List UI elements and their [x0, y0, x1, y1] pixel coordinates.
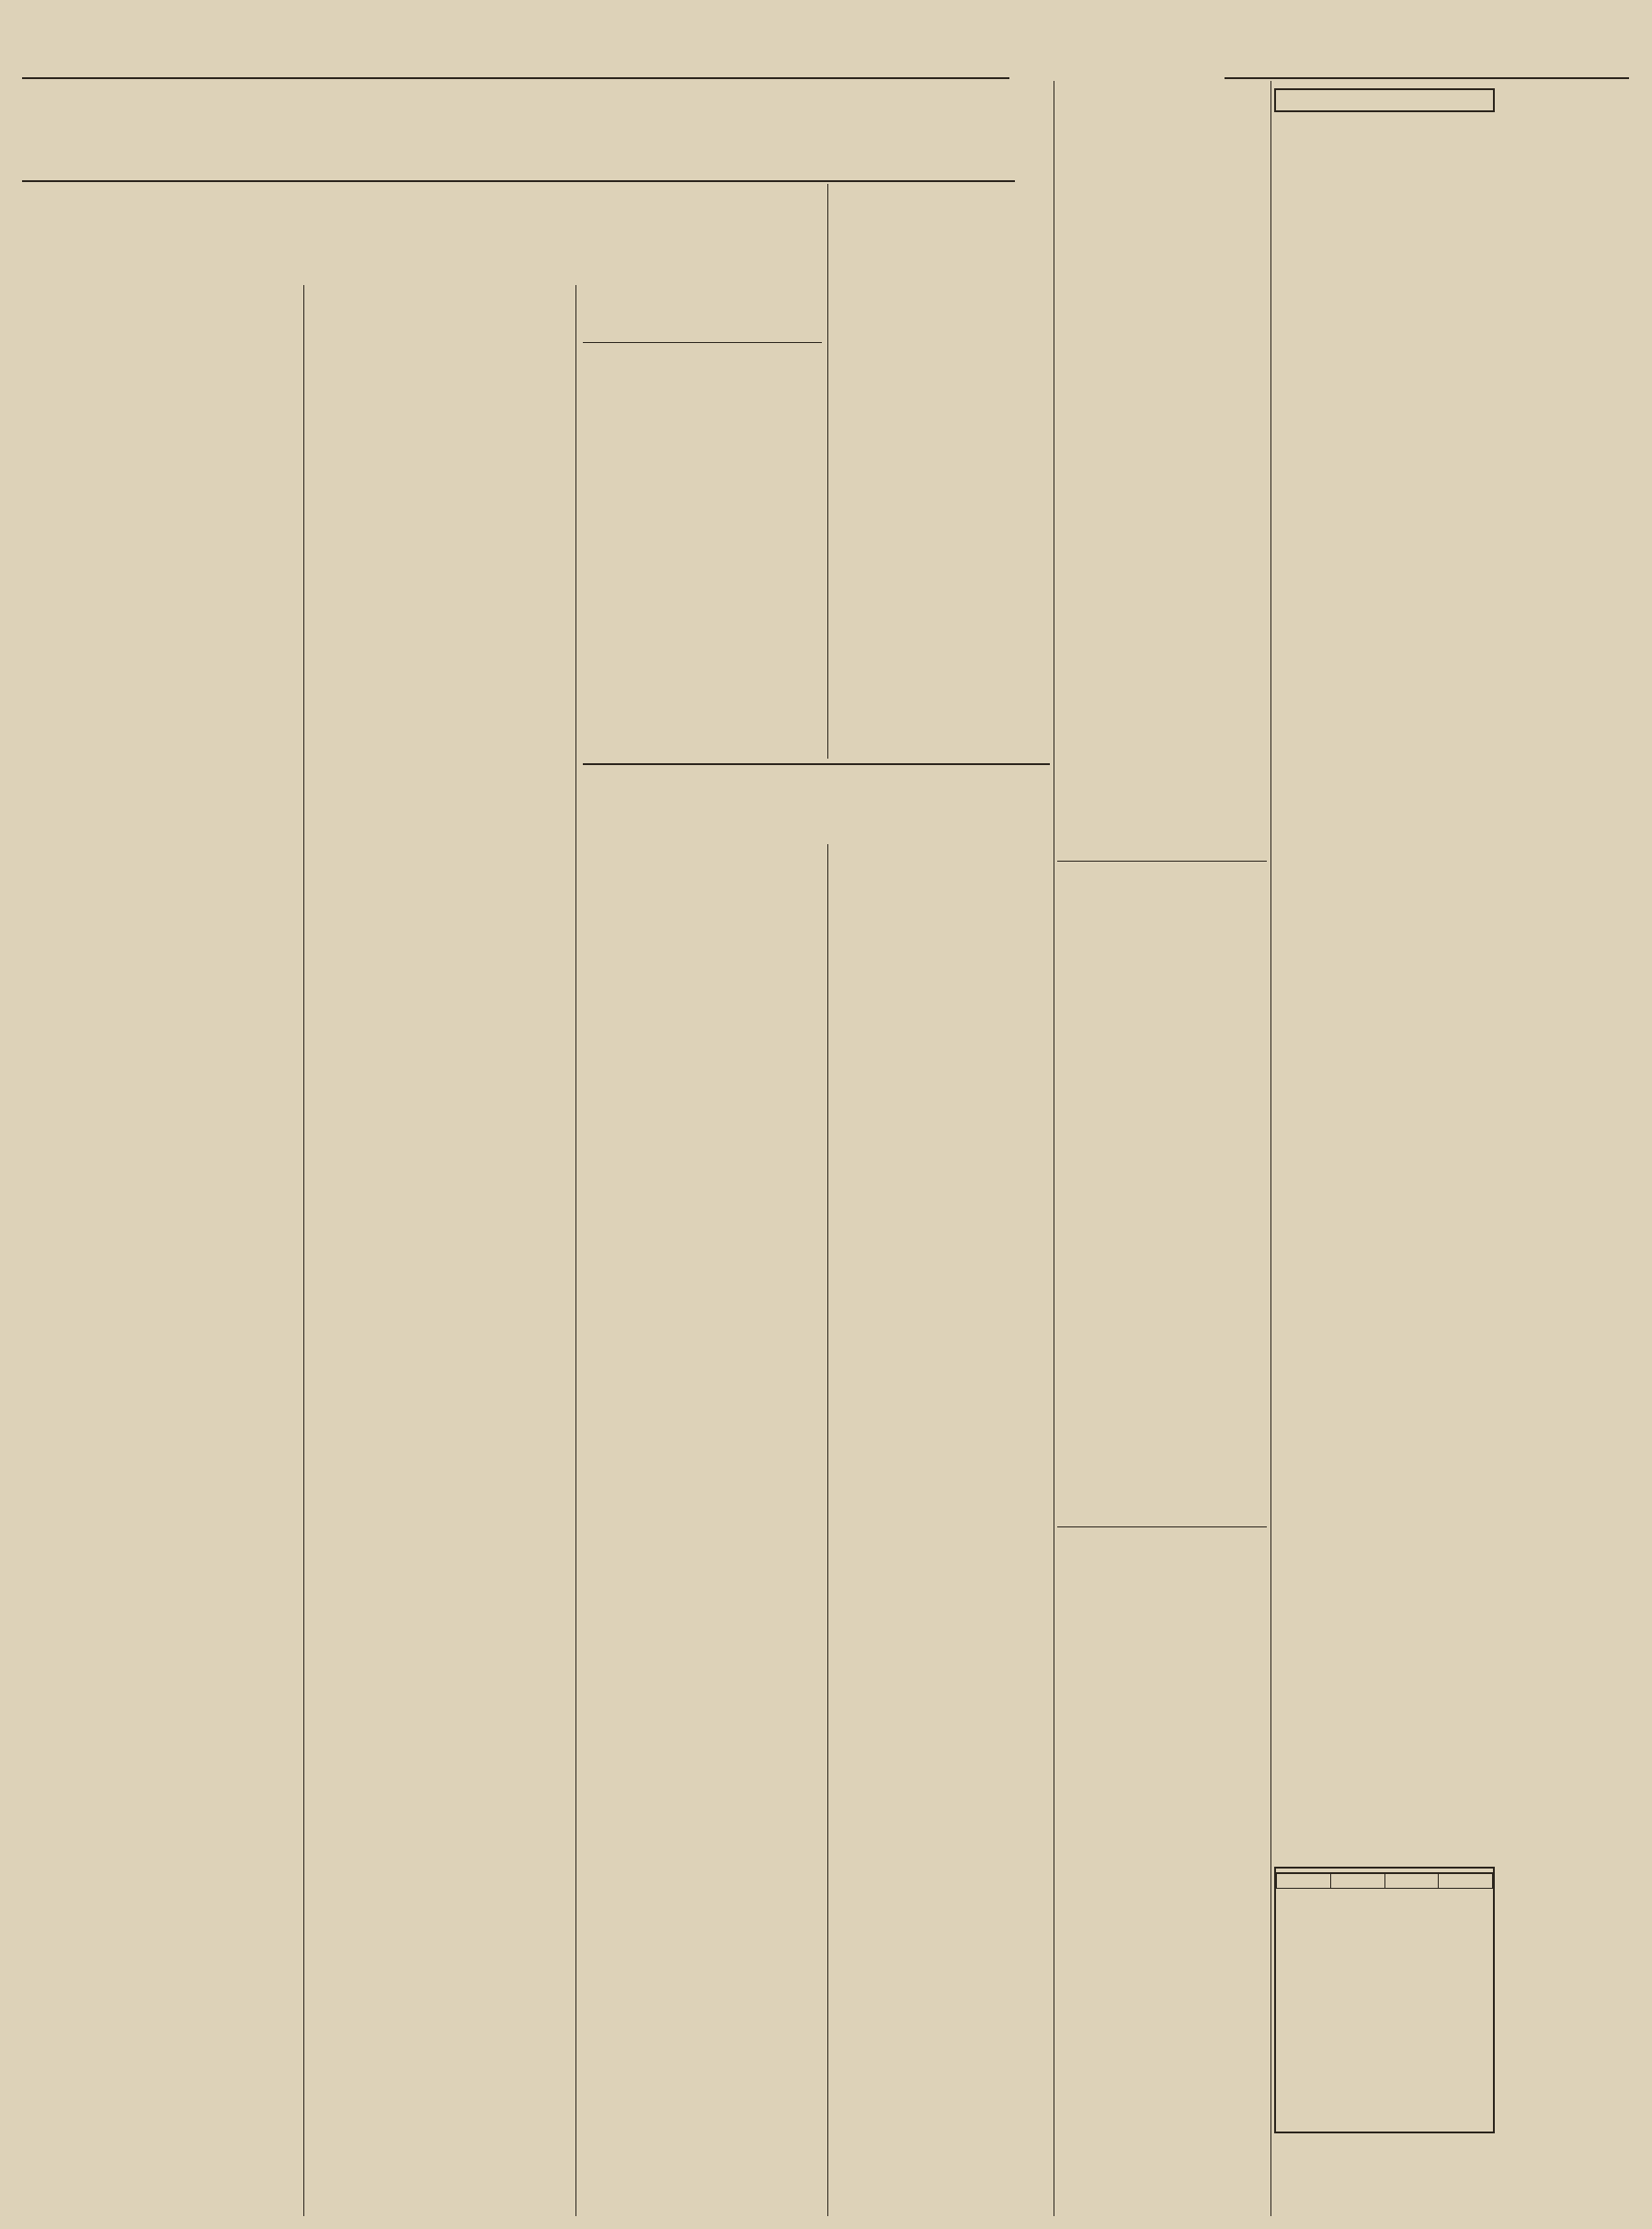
- column-rule: [827, 184, 828, 759]
- implacabile-article: [1057, 294, 1267, 846]
- rule: [583, 763, 1050, 765]
- meteo-table: [1276, 1873, 1493, 1889]
- consiglio-sdn-article: [583, 366, 822, 881]
- meteo-col-header: [1330, 1874, 1384, 1889]
- vescovo-article: [1057, 1459, 1267, 1522]
- column-rule: [1270, 81, 1271, 2216]
- cooperazione-continuation: [833, 844, 1050, 2214]
- masthead-rule-right: [1225, 77, 1629, 79]
- consiglio-ministri-body: [311, 1462, 570, 2161]
- consiglio-sdn-continuation: [833, 184, 1050, 759]
- column-rule: [303, 285, 304, 2216]
- teatrali-article: [1274, 175, 1491, 874]
- column-rule: [575, 285, 576, 2216]
- meteo-col-header: [1277, 1874, 1331, 1889]
- trianon-article: [1274, 1265, 1491, 1357]
- consiglio-ministri-article: [311, 1460, 570, 2216]
- lead-article: [22, 285, 298, 1835]
- lead-sub-article: [22, 1894, 298, 2216]
- masthead-rule: [22, 77, 1009, 79]
- meteo-col-header: [1439, 1874, 1493, 1889]
- autografo-article: [1057, 901, 1267, 1430]
- conferenza-article: [583, 844, 822, 2214]
- neve-article: [1274, 1385, 1491, 1852]
- column-rule: [827, 844, 828, 2216]
- page-title: [22, 88, 1015, 178]
- notizie-varie-article: [1057, 1565, 1267, 2216]
- meteo-box: [1274, 1867, 1495, 2133]
- burlone-article: [1274, 903, 1491, 1243]
- rule: [22, 180, 1015, 182]
- consiglio-sdn-subhead: [583, 342, 822, 346]
- rule: [1057, 1526, 1267, 1527]
- rule: [1057, 861, 1267, 862]
- teatrali-header: [1274, 88, 1495, 112]
- meteo-col-header: [1384, 1874, 1439, 1889]
